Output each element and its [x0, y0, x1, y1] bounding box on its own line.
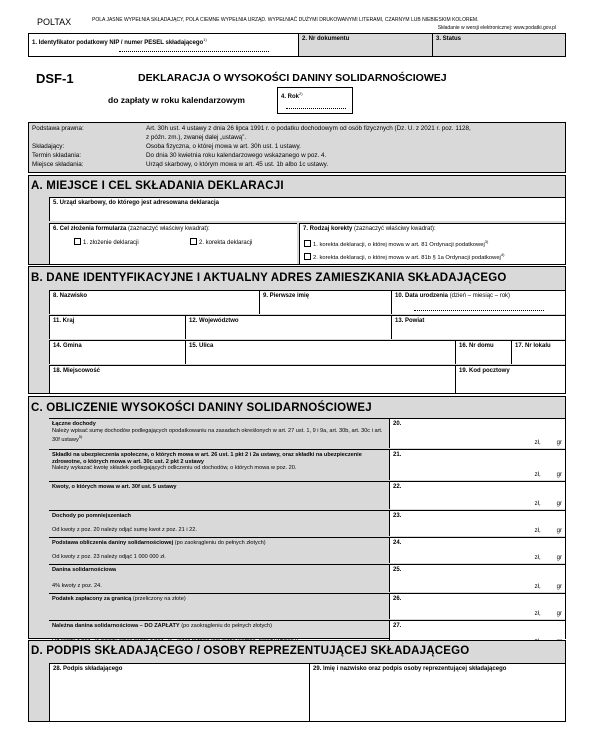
field-19-postal-code[interactable]	[455, 365, 565, 393]
calc-row-note: 4% kwoty z poz. 24.	[52, 583, 102, 590]
field-14-commune[interactable]	[49, 340, 185, 364]
section-a-title: A. MIEJSCE I CEL SKŁADANIA DEKLARACJI	[31, 180, 284, 192]
info-row-label: Miejsce składania:	[32, 161, 84, 168]
field-4-year[interactable]: 4. Rok$^{2)}$	[277, 87, 353, 114]
field-7-hint: (zaznaczyć właściwy kwadrat):	[354, 226, 436, 232]
form-title: DEKLARACJA O WYSOKOŚCI DANINY SOLIDARNOŚCIOWEJ	[138, 72, 447, 84]
checkbox-zlozenie[interactable]	[74, 238, 81, 245]
option-korekta-81-label: 1. korekta deklaracji, o której mowa w art. 81 Ordynacji podatkowej	[313, 241, 485, 248]
field-11-label: 11. Kraj	[53, 318, 75, 324]
option-zlozenie[interactable]	[74, 238, 139, 246]
field-1-nip-pesel[interactable]: 1. Identyfikator podatkowy NIP / numer PESEL składającego$^{1)}$	[29, 34, 298, 56]
field-10-birth-date[interactable]	[391, 290, 565, 314]
calc-field-number: 27.	[393, 623, 402, 629]
field-10-hint: (dzień – miesiąc – rok)	[449, 293, 511, 299]
calc-row-title-hint: (przeliczony na złote)	[132, 596, 186, 602]
info-row-label: Podstawa prawna:	[32, 125, 84, 132]
field-29-representative[interactable]	[309, 663, 565, 721]
field-16-label: 16. Nr domu	[459, 343, 494, 349]
currency-units: zł, gr	[534, 584, 562, 590]
currency-units: zł, gr	[534, 528, 562, 534]
field-6-hint: (zaznaczyć właściwy kwadrat):	[128, 226, 210, 232]
field-18-label: 18. Miejscowość	[53, 368, 101, 374]
calc-row-title: Danina solidarnościowa	[52, 567, 117, 573]
calc-row-title: Należna danina solidarnościowa – DO ZAPŁATY (po zaokrągleniu do pełnych złotych)	[52, 623, 273, 629]
field-1-label: 1. Identyfikator podatkowy NIP / numer PESEL składającego	[32, 40, 204, 46]
option-zlozenie-label: 1. złożenie deklaracji	[83, 240, 139, 246]
section-b-title: B. DANE IDENTYFIKACYJNE I AKTUALNY ADRES ZAMIESZKANIA SKŁADAJĄCEGO	[31, 272, 507, 284]
calc-row-description	[49, 418, 389, 448]
field-6-label: 6. Cel złożenia formularza	[53, 226, 127, 232]
field-7-correction-type	[299, 223, 565, 264]
calc-row-note: Od kwoty z poz. 20 należy odjąć sumę kwot z poz. 21 i 22.	[52, 527, 197, 534]
calc-field-number: 23.	[393, 513, 402, 519]
poltax-brand: POLTAX	[37, 17, 72, 27]
info-row-value: z późn. zm.), zwanej dalej „ustawą”.	[146, 134, 247, 141]
calc-row-description	[49, 510, 389, 536]
field-3-label: 3. Status	[436, 36, 462, 42]
section-d-title: D. PODPIS SKŁADAJĄCEGO / OSOBY REPREZENTUJĄCEJ SKŁADAJĄCEGO	[31, 645, 470, 657]
info-block	[28, 122, 566, 173]
field-8-label: 8. Nazwisko	[53, 293, 88, 299]
calc-field-20[interactable]	[389, 418, 565, 448]
field-4-label: 4. Rok	[281, 94, 300, 100]
currency-units: zł, gr	[534, 555, 562, 561]
currency-units: zł, gr	[534, 472, 562, 478]
field-15-street[interactable]	[185, 340, 455, 364]
section-c	[28, 396, 566, 639]
field-13-county[interactable]	[391, 315, 565, 339]
info-row	[32, 161, 562, 170]
field-12-voivodeship[interactable]	[185, 315, 391, 339]
calc-row-description	[49, 481, 389, 509]
field-13-label: 13. Powiat	[395, 318, 425, 324]
field-14-label: 14. Gmina	[53, 343, 82, 349]
calc-row-description	[49, 449, 389, 480]
form-subtitle: do zapłaty w roku kalendarzowym	[108, 95, 245, 105]
field-6-purpose	[49, 223, 297, 264]
info-row-value: Art. 30h ust. 4 ustawy z dnia 26 lipca 1991 r. o podatku dochodowym od osób fizycznych (Dz. U. z 2021 r. poz. 1128,	[146, 125, 471, 132]
section-d	[28, 640, 566, 722]
info-row	[32, 152, 562, 161]
calc-row-note: Należy wpisać sumę dochodów podlegających opodatkowaniu na zasadach określonych w art. 27 ust. 1, 9 i 9a, art. 30b, art. 30c i art. 30f ustawy$^{5)}$	[52, 427, 383, 444]
calc-row-description	[49, 593, 389, 619]
calc-row-title: Kwoty, o których mowa w art. 30f ust. 5 ustawy	[52, 484, 177, 490]
calc-field-number: 25.	[393, 567, 402, 573]
field-10-date-line	[414, 310, 544, 311]
calc-field-number: 24.	[393, 540, 402, 546]
calc-row-title-hint: (po zaokrągleniu do pełnych złotych)	[181, 623, 273, 629]
section-c-title: C. OBLICZENIE WYSOKOŚCI DANINY SOLIDARNOŚCIOWEJ	[31, 402, 372, 414]
calc-field-21[interactable]	[389, 449, 565, 480]
calc-row-note: Należy wykazać kwotę składek podlegających odliczeniu od dochodów, o których mowa w poz. 20.	[52, 465, 297, 472]
calc-field-number: 20.	[393, 421, 402, 427]
info-row-label: Składający:	[32, 143, 65, 150]
calc-field-25[interactable]	[389, 564, 565, 592]
field-8-surname[interactable]	[49, 290, 259, 314]
info-row-label: Termin składania:	[32, 152, 81, 159]
currency-units: zł, gr	[534, 611, 562, 617]
option-korekta-81b[interactable]: 2. korekta deklaracji, o której mowa w art. 81b § 1a Ordynacji podatkowej$^{4)}$	[304, 252, 504, 261]
currency-units: zł, gr	[534, 501, 562, 507]
calc-row-title: Łączne dochody	[52, 421, 96, 427]
field-29-label: 29. Imię i nazwisko oraz podpis osoby reprezentującej składającego	[313, 666, 507, 672]
option-korekta-81b-label: 2. korekta deklaracji, o której mowa w art. 81b § 1a Ordynacji podatkowej	[313, 254, 501, 261]
field-17-label: 17. Nr lokalu	[515, 343, 551, 349]
info-row-value: Do dnia 30 kwietnia roku kalendarzowego wskazanego w poz. 4.	[146, 152, 327, 159]
option-korekta-label: 2. korekta deklaracji	[199, 240, 253, 246]
calc-field-number: 26.	[393, 596, 402, 602]
info-rows	[32, 125, 562, 170]
calc-row-note: Od kwoty z poz. 23 należy odjąć 1 000 000 zł.	[52, 554, 166, 561]
field-15-label: 15. Ulica	[189, 343, 214, 349]
field-4-input-line	[286, 108, 346, 109]
calc-field-number: 21.	[393, 452, 402, 458]
calc-row-title: Składki na ubezpieczenia społeczne, o których mowa w art. 26 ust. 1 pkt 2 i 2a ustawy, oraz składki na ubezpieczenie zdrowotne, o których mowa w art. 30c ust. 2 pkt 2 ustawy	[52, 452, 362, 465]
field-2-label: 2. Nr dokumentu	[302, 36, 350, 42]
field-9-first-name[interactable]	[259, 290, 391, 314]
field-5-label: 5. Urząd skarbowy, do którego jest adresowana deklaracja	[53, 200, 219, 206]
calc-field-24[interactable]	[389, 537, 565, 563]
field-28-signature[interactable]	[49, 663, 309, 721]
calc-row-title: Podatek zapłacony za granicą (przeliczony na złote)	[52, 596, 186, 602]
option-korekta-81[interactable]: 1. korekta deklaracji, o której mowa w art. 81 Ordynacji podatkowej$^{3)}$	[304, 239, 488, 248]
form-instructions: POLA JASNE WYPEŁNIA SKŁADAJĄCY, POLA CIEMNE WYPEŁNIA URZĄD. WYPEŁNIAĆ DUŻYMI DRUKOWANYMI LITERAMI, CZARNYM LUB NIEBIESKIM KOLOREM.	[92, 17, 479, 23]
field-28-label: 28. Podpis składającego	[53, 666, 123, 672]
field-9-label: 9. Pierwsze imię	[263, 293, 310, 299]
info-row	[32, 143, 562, 152]
field-17-flat-no[interactable]	[511, 340, 565, 364]
info-row-value: Osoba fizyczna, o której mowa w art. 30h ust. 1 ustawy.	[146, 143, 301, 150]
field-19-label: 19. Kod pocztowy	[459, 368, 510, 374]
field-12-label: 12. Województwo	[189, 318, 239, 324]
field-3-status	[432, 34, 565, 56]
calc-row-title: Dochody po pomniejszeniach	[52, 513, 131, 519]
section-b	[28, 266, 566, 394]
form-code: DSF-1	[36, 71, 74, 86]
info-row	[32, 125, 562, 134]
field-2-document-no	[298, 34, 432, 56]
checkbox-korekta[interactable]	[190, 238, 197, 245]
calc-field-26[interactable]	[389, 593, 565, 619]
currency-units: zł, gr	[534, 440, 562, 446]
calc-row-title-hint: (po zaokrągleniu do pełnych złotych)	[174, 540, 266, 546]
calc-field-23[interactable]	[389, 510, 565, 536]
calc-row-description	[49, 537, 389, 563]
electronic-submission-note: Składanie w wersji elektronicznej: www.podatki.gov.pl	[437, 25, 556, 31]
top-fields-row	[28, 33, 566, 57]
calc-row-title: Podstawa obliczenia daniny solidarnościowej (po zaokrągleniu do pełnych złotych)	[52, 540, 266, 546]
field-10-label: 10. Data urodzenia	[395, 293, 449, 299]
checkbox-korekta-81[interactable]	[304, 240, 311, 247]
field-18-city[interactable]	[49, 365, 455, 393]
field-11-country[interactable]	[49, 315, 185, 339]
calc-row-description	[49, 564, 389, 592]
calc-field-22[interactable]	[389, 481, 565, 509]
field-1-input-line	[119, 51, 269, 52]
section-a	[28, 175, 566, 265]
field-7-label: 7. Rodzaj korekty	[303, 226, 353, 232]
field-5-tax-office[interactable]	[49, 197, 565, 221]
field-16-house-no[interactable]	[455, 340, 511, 364]
info-row-value: Urząd skarbowy, o którym mowa w art. 45 ust. 1b albo 1c ustawy.	[146, 161, 329, 168]
calc-field-number: 22.	[393, 484, 402, 490]
info-row	[32, 134, 562, 143]
option-korekta[interactable]	[190, 238, 252, 246]
checkbox-korekta-81b[interactable]	[304, 253, 311, 260]
